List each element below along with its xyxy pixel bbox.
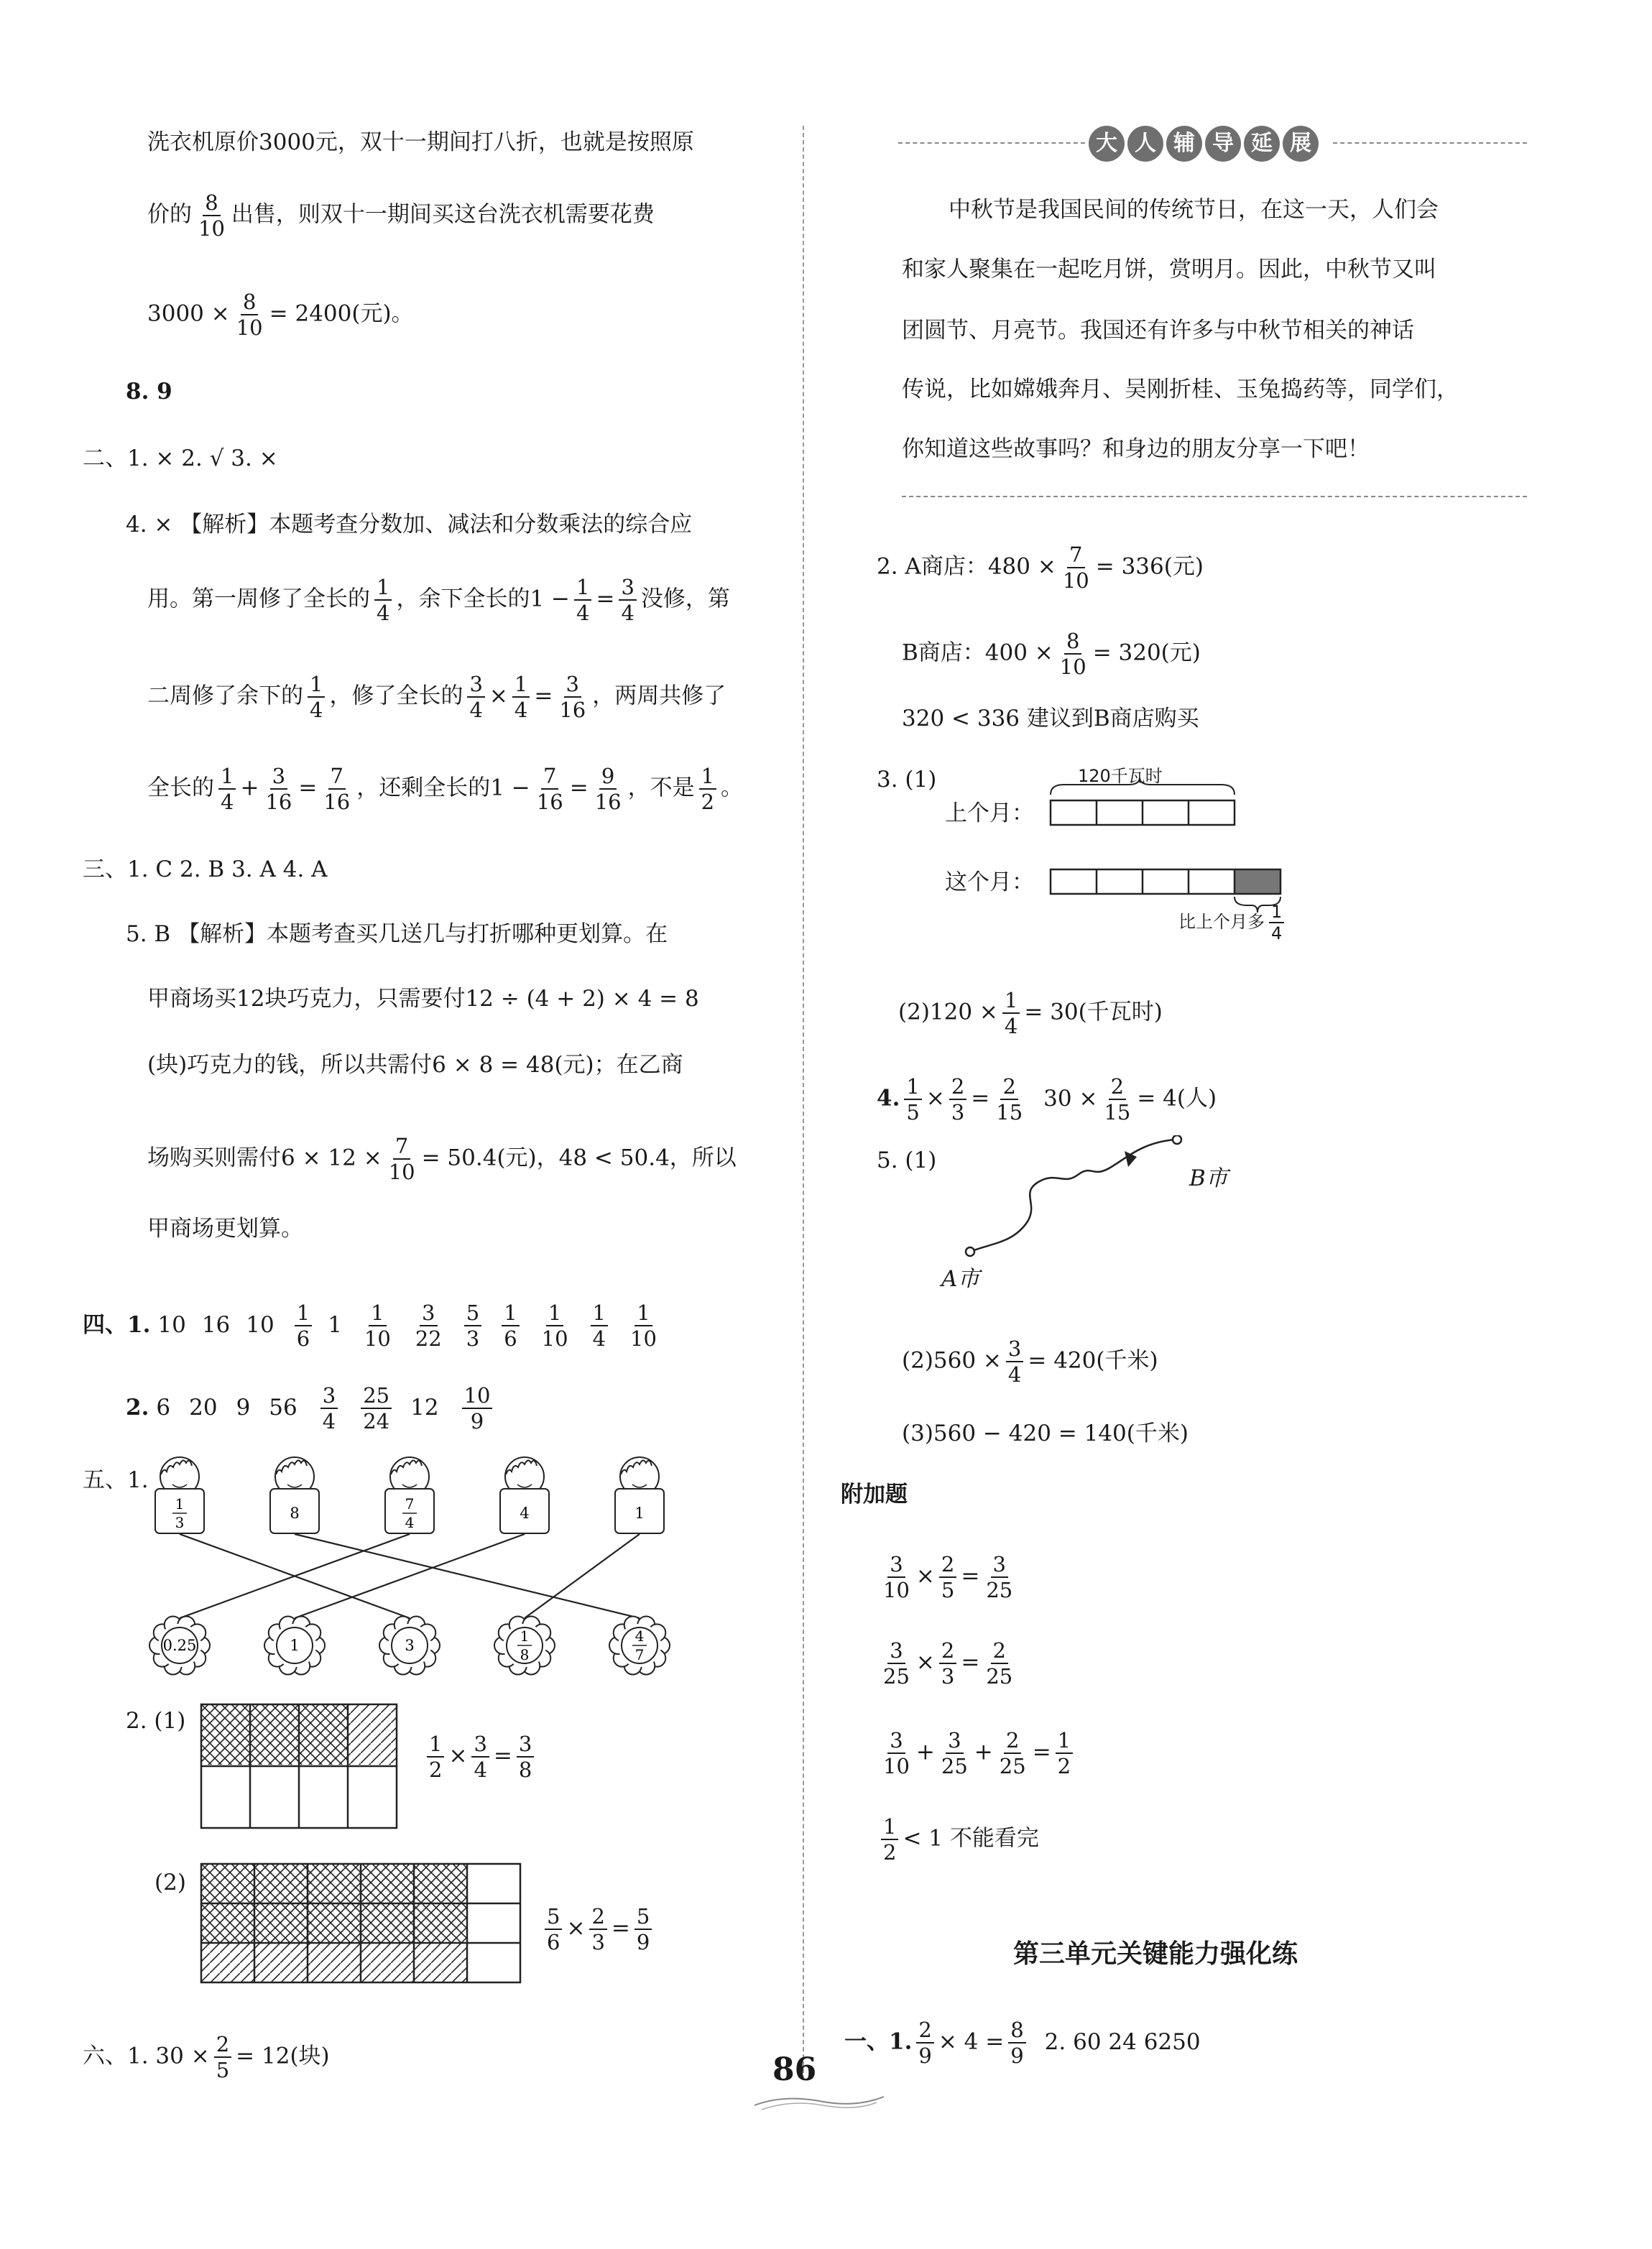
match-line (295, 1534, 525, 1618)
answer-value: 9 (236, 1394, 251, 1421)
answer-fraction: $\frac{1}{4}$ (591, 1301, 608, 1351)
bar-total-label: 120千瓦时 (1078, 766, 1163, 786)
answer-line: 甲商场更划算。 (147, 1216, 303, 1242)
card-label-denominator: 3 (175, 1514, 185, 1531)
row-label: 2. (126, 1394, 149, 1421)
banner-char: 人 (1127, 126, 1163, 162)
operator: × (915, 1649, 935, 1676)
q2-2-label: (2) (154, 1870, 186, 1895)
match-line (295, 1534, 640, 1618)
answer-2b: B商店：400 × $\frac{8}{10}$ = 320(元) (902, 629, 1201, 679)
answer-line: 二周修了余下的 $\frac{1}{4}$ ，修了全长的 $\frac{3}{4}$ × $\frac{1}{4}$ = $\frac{3}{16}$ ，两周共修了 (147, 672, 726, 722)
banner-rule-left (898, 142, 1085, 144)
route-map (949, 1135, 1250, 1272)
extra-title: 附加题 (841, 1482, 908, 1507)
match-line (525, 1534, 640, 1618)
operator: = (1032, 1739, 1051, 1765)
answer-line: 场购买则需付6 × 12 × $\frac{7}{10}$ = 50.4(元)，48 < 50.4，所以 (147, 1134, 737, 1184)
answer-fraction: $\frac{1}{6}$ (502, 1301, 519, 1351)
reading-line: 和家人聚集在一起吃月饼，赏明月。因此，中秋节又叫 (902, 257, 1436, 282)
banner-char: 大 (1089, 126, 1125, 162)
fraction: $\frac{8}{10}$ (236, 290, 263, 340)
answer-value: 20 (189, 1394, 218, 1421)
answer-line: 全长的 $\frac{1}{4}$ + $\frac{3}{16}$ = $\frac{7}{16}$ ，还剩全长的1 − $\frac{7}{16}$ = $\frac{9}{16}$ ，不是 $\frac{1}{2}$ 。 (147, 764, 744, 814)
flower-label-value: 1 (290, 1637, 300, 1654)
section-banner (1089, 124, 1319, 164)
unit-answer-1: 一、1. $\frac{2}{9}$ × 4 = $\frac{8}{9}$ 2. 60 24 6250 (844, 2018, 1201, 2068)
card-label-denominator: 4 (405, 1514, 415, 1531)
answer-line: 5. B 【解析】本题考查买几送几与打折哪种更划算。在 (126, 921, 668, 947)
answer-line: 甲商场买12块巧克力，只需要付12 ÷ (4 + 2) × 4 = 8 (147, 986, 699, 1012)
answer-fraction: $\frac{3}{4}$ (320, 1383, 338, 1433)
answer-fraction: $\frac{3}{22}$ (415, 1301, 442, 1351)
fraction: $\frac{2}{3}$ (939, 1638, 956, 1689)
section-5-label: 五、1. (83, 1467, 149, 1493)
flower-label-numerator: 4 (635, 1627, 645, 1645)
extra-eq-3 (877, 1728, 1077, 1778)
operator: × (915, 1563, 935, 1589)
flower-label-denominator: 7 (635, 1646, 645, 1663)
answer-fraction: $\frac{25}{24}$ (361, 1383, 392, 1433)
fraction: $\frac{2}{5}$ (939, 1552, 956, 1602)
answer-fraction: $\frac{1}{6}$ (295, 1301, 312, 1351)
fraction: $\frac{1}{2}$ (1056, 1728, 1073, 1778)
answer-value: 56 (269, 1394, 297, 1421)
section-4-row-1 (83, 1301, 675, 1351)
matching-diagram (144, 1451, 690, 1681)
q2-1-label: 2. (1) (126, 1708, 186, 1734)
reading-line: 中秋节是我国民间的传统节日，在这一天，人们会 (949, 197, 1439, 223)
answer-line: 4. × 【解析】本题考查分数加、减法和分数乘法的综合应 (126, 512, 693, 537)
page-number: 86 (772, 2051, 817, 2088)
page-wave-ornament (747, 2091, 891, 2112)
city-b-label: B市 (1189, 1165, 1228, 1191)
answer-line: 价的 $\frac{8}{10}$ 出售，则双十一期间买这台洗衣机需要花费 (147, 190, 655, 241)
answer-line: 3000 × $\frac{8}{10}$ = 2400(元)。 (147, 290, 414, 340)
answer-fraction: $\frac{1}{10}$ (630, 1301, 657, 1351)
banner-rule-right (1333, 142, 1527, 144)
last-month-label: 上个月： (945, 800, 1034, 826)
answer-fraction: $\frac{10}{9}$ (462, 1383, 493, 1433)
answer-value: 10 (246, 1311, 274, 1338)
card-label-numerator: 7 (405, 1495, 415, 1513)
flower-label-value: 0.25 (162, 1637, 197, 1654)
fraction: $\frac{2}{25}$ (986, 1638, 1013, 1689)
section-2-answers: 二、1. × 2. √ 3. × (83, 445, 278, 471)
section-4-row-2 (126, 1383, 511, 1433)
answer-line: 洗衣机原价3000元，双十一期间打八折，也就是按照原 (147, 129, 694, 155)
answer-8: 8. 9 (126, 379, 172, 405)
flower-label-value: 3 (405, 1637, 415, 1654)
banner-char: 辅 (1166, 126, 1202, 162)
q2-1-equation: $\frac{1}{2}$ × $\frac{3}{4}$ = $\frac{3}{8}$ (423, 1732, 538, 1782)
reading-line: 你知道这些故事吗？和身边的朋友分享一下吧！ (902, 436, 1370, 462)
extra-eq-1 (877, 1552, 1019, 1602)
answer-2a: 2. A商店：480 × $\frac{7}{10}$ = 336(元) (877, 542, 1204, 593)
answer-5-2: (2)560 × $\frac{3}{4}$ = 420(千米) (902, 1336, 1158, 1387)
reading-bottom-rule (902, 496, 1527, 497)
fraction: $\frac{3}{25}$ (986, 1552, 1013, 1602)
card-label-value: 1 (635, 1505, 645, 1522)
extra-eq-4: $\frac{1}{2}$ < 1 不能看完 (877, 1814, 1039, 1865)
answer-fraction: $\frac{1}{10}$ (541, 1301, 568, 1351)
fraction: $\frac{3}{25}$ (883, 1638, 910, 1689)
answer-3-label: 3. (1) (877, 767, 937, 793)
city-a-label: A市 (941, 1266, 980, 1292)
answer-fraction: $\frac{5}{3}$ (464, 1301, 481, 1351)
answer-2c: 320 < 336 建议到B商店购买 (902, 706, 1199, 731)
banner-char: 导 (1205, 126, 1241, 162)
fraction-grid-2 (200, 1862, 523, 1985)
fraction: $\frac{3}{10}$ (883, 1552, 910, 1602)
reading-line: 团圆节、月亮节。我国还有许多与中秋节相关的神话 (902, 318, 1414, 343)
answer-line: (块)巧克力的钱，所以共需付6 × 8 = 48(元)；在乙商 (147, 1052, 683, 1078)
fraction: $\frac{3}{25}$ (941, 1728, 968, 1778)
banner-char: 延 (1244, 126, 1280, 162)
section-6-answer: 六、1. 30 × $\frac{2}{5}$ = 12(块) (83, 2032, 330, 2082)
answer-3-2: (2)120 × $\frac{1}{4}$ = 30(千瓦时) (898, 988, 1163, 1038)
answer-value: 6 (156, 1394, 171, 1421)
answer-line: 用。第一周修了全长的 $\frac{1}{4}$ ，余下全长的1 − $\frac{1}{4}$ = $\frac{3}{4}$ 没修，第 (147, 575, 730, 625)
answer-5-label: 5. (1) (877, 1147, 937, 1173)
operator: + (974, 1739, 993, 1765)
answer-5-3: (3)560 − 420 = 140(千米) (902, 1421, 1189, 1446)
card-label-value: 8 (290, 1505, 300, 1522)
column-divider (803, 126, 804, 2080)
operator: + (915, 1739, 935, 1765)
q2-2-equation: $\frac{5}{6}$ × $\frac{2}{3}$ = $\frac{5}{9}$ (540, 1904, 656, 1954)
answer-value: 10 (157, 1311, 186, 1338)
answer-4: 4. $\frac{1}{5}$ × $\frac{2}{3}$ = $\frac{2}{15}$ 30 × $\frac{2}{15}$ = 4(人) (877, 1074, 1217, 1124)
answer-fraction: $\frac{1}{10}$ (364, 1301, 391, 1351)
answer-value: 12 (410, 1394, 439, 1421)
answer-value: 1 (328, 1311, 342, 1338)
bar-note: 比上个月多 $\frac{1}{4}$ (1178, 902, 1288, 943)
row-label: 四、1. (83, 1311, 151, 1338)
reading-line: 传说，比如嫦娥奔月、吴刚折桂、玉兔捣药等，同学们， (902, 377, 1459, 402)
unit-title: 第三单元关键能力强化练 (1013, 1939, 1298, 1969)
fraction: $\frac{2}{25}$ (999, 1728, 1026, 1778)
operator: = (961, 1563, 980, 1589)
flower-label-denominator: 8 (520, 1646, 530, 1663)
this-month-label: 这个月： (945, 869, 1034, 895)
flower-label-numerator: 1 (520, 1627, 530, 1645)
section-3-answers: 三、1. C 2. B 3. A 4. A (83, 856, 328, 882)
operator: = (961, 1649, 980, 1676)
extra-eq-2 (877, 1638, 1019, 1689)
card-label-value: 4 (520, 1505, 530, 1522)
card-label-numerator: 1 (175, 1495, 185, 1513)
banner-char: 展 (1283, 126, 1319, 162)
fraction: $\frac{8}{10}$ (198, 190, 225, 241)
fraction: $\frac{3}{10}$ (883, 1728, 910, 1778)
fraction-grid-1 (200, 1703, 401, 1832)
answer-value: 16 (201, 1311, 231, 1338)
